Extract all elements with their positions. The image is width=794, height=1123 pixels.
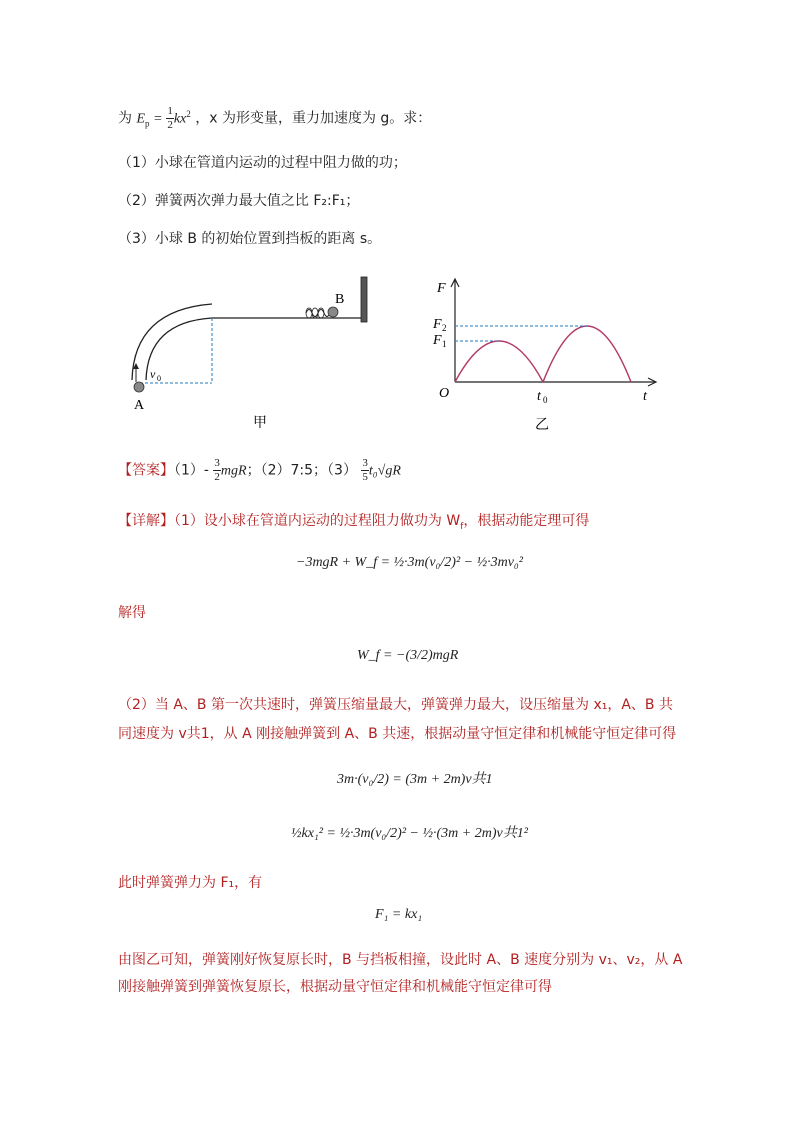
answer-p3-expr: t₀√gR: [368, 463, 401, 479]
detail-p2-line-1: （2）当 A、B 第一次共速时，弹簧压缩量最大，弹簧弹力最大，设压缩量为 x₁，A、B 共: [118, 697, 673, 713]
intro-suffix: ，x 为形变量，重力加速度为 g。求：: [195, 110, 432, 127]
question-3: （3）小球 B 的初始位置到挡板的距离 s。: [118, 231, 382, 247]
intro-frac-num: 1: [167, 105, 173, 117]
answer-p1: （1）-: [174, 462, 209, 479]
equation-4: ½kx₁² = ½·3m(v₀/2)² − ½·(3m + 2m)v共1²: [291, 826, 528, 841]
label-t0: t: [537, 389, 541, 404]
detail-p2-line-4: 由图乙可知，弹簧刚好恢复原长时，B 与挡板相撞，设此时 A、B 速度分别为 v₁、v₂，从 A: [118, 952, 683, 968]
answer-line: [118, 458, 401, 483]
detail-p2-line-3: 此时弹簧弹力为 F₁，有: [118, 875, 263, 891]
figure-jia: [120, 270, 380, 440]
intro-frac-den: 2: [167, 119, 173, 131]
figure-yi: [425, 272, 665, 437]
label-F2: F: [433, 317, 442, 332]
caption-yi: 乙: [535, 418, 549, 433]
intro-line: [118, 106, 431, 131]
intro-equals: =: [153, 111, 162, 127]
equation-1: −3mgR + W_f = ½·3m(v₀/2)² − ½·3mv₀²: [296, 555, 523, 570]
label-F2-sub: 2: [442, 323, 447, 333]
detail-text-1-end: ，根据动能定理可得: [463, 513, 590, 529]
axis-label-F: F: [437, 281, 446, 296]
intro-formula-sub: p: [145, 118, 150, 129]
label-A: A: [134, 398, 145, 413]
answer-tag: 【答案】: [118, 462, 174, 479]
intro-formula-lhs: E: [136, 111, 146, 127]
answer-frac-1-den: 2: [214, 471, 220, 483]
question-1: （1）小球在管道内运动的过程中阻力做的功；: [118, 155, 407, 171]
answer-frac-3-den: 5: [362, 471, 368, 483]
intro-prefix: 为: [118, 110, 132, 127]
intro-fraction: [166, 106, 174, 131]
detail-p2-line-5: 刚接触弹簧到弹簧恢复原长，根据动量守恒定律和机械能守恒定律可得: [118, 979, 552, 995]
axis-label-t: t: [643, 389, 647, 404]
answer-frac-1-num: 3: [214, 457, 220, 469]
equation-5: F₁ = kx₁: [375, 907, 423, 922]
label-B: B: [335, 292, 345, 307]
label-v0: v: [150, 367, 156, 381]
detail-text-1-sub: f: [460, 521, 464, 532]
equation-2: W_f = −(3/2)mgR: [357, 648, 459, 663]
answer-p2: ；（2）7:5；（3）: [246, 462, 357, 479]
equation-3: 3m·(v₀/2) = (3m + 2m)v共1: [337, 772, 493, 787]
caption-jia: 甲: [253, 416, 267, 431]
question-2: （2）弹簧两次弹力最大值之比 F₂:F₁；: [118, 193, 360, 209]
answer-frac-1: [213, 458, 221, 483]
intro-formula-rest: kx: [173, 111, 187, 127]
label-O: O: [439, 386, 450, 401]
detail-line-1: [118, 510, 589, 532]
label-v0-sub: 0: [157, 374, 161, 383]
detail-text-1: （1）设小球在管道内运动的过程阻力做功为 W: [174, 513, 461, 529]
detail-p2-line-2: 同速度为 v共1，从 A 刚接触弹簧到 A、B 共速，根据动量守恒定律和机械能守恒定律可得: [118, 726, 677, 742]
label-t0-sub: 0: [543, 395, 548, 405]
detail-tag: 【详解】: [118, 513, 174, 529]
answer-frac-3: [361, 458, 369, 483]
solve-label: 解得: [118, 605, 146, 621]
intro-formula-sup: 2: [186, 108, 191, 119]
answer-frac-3-num: 3: [362, 457, 368, 469]
label-F1: F: [433, 333, 442, 348]
label-F1-sub: 1: [442, 339, 447, 349]
answer-p1-expr: mgR: [220, 463, 247, 479]
